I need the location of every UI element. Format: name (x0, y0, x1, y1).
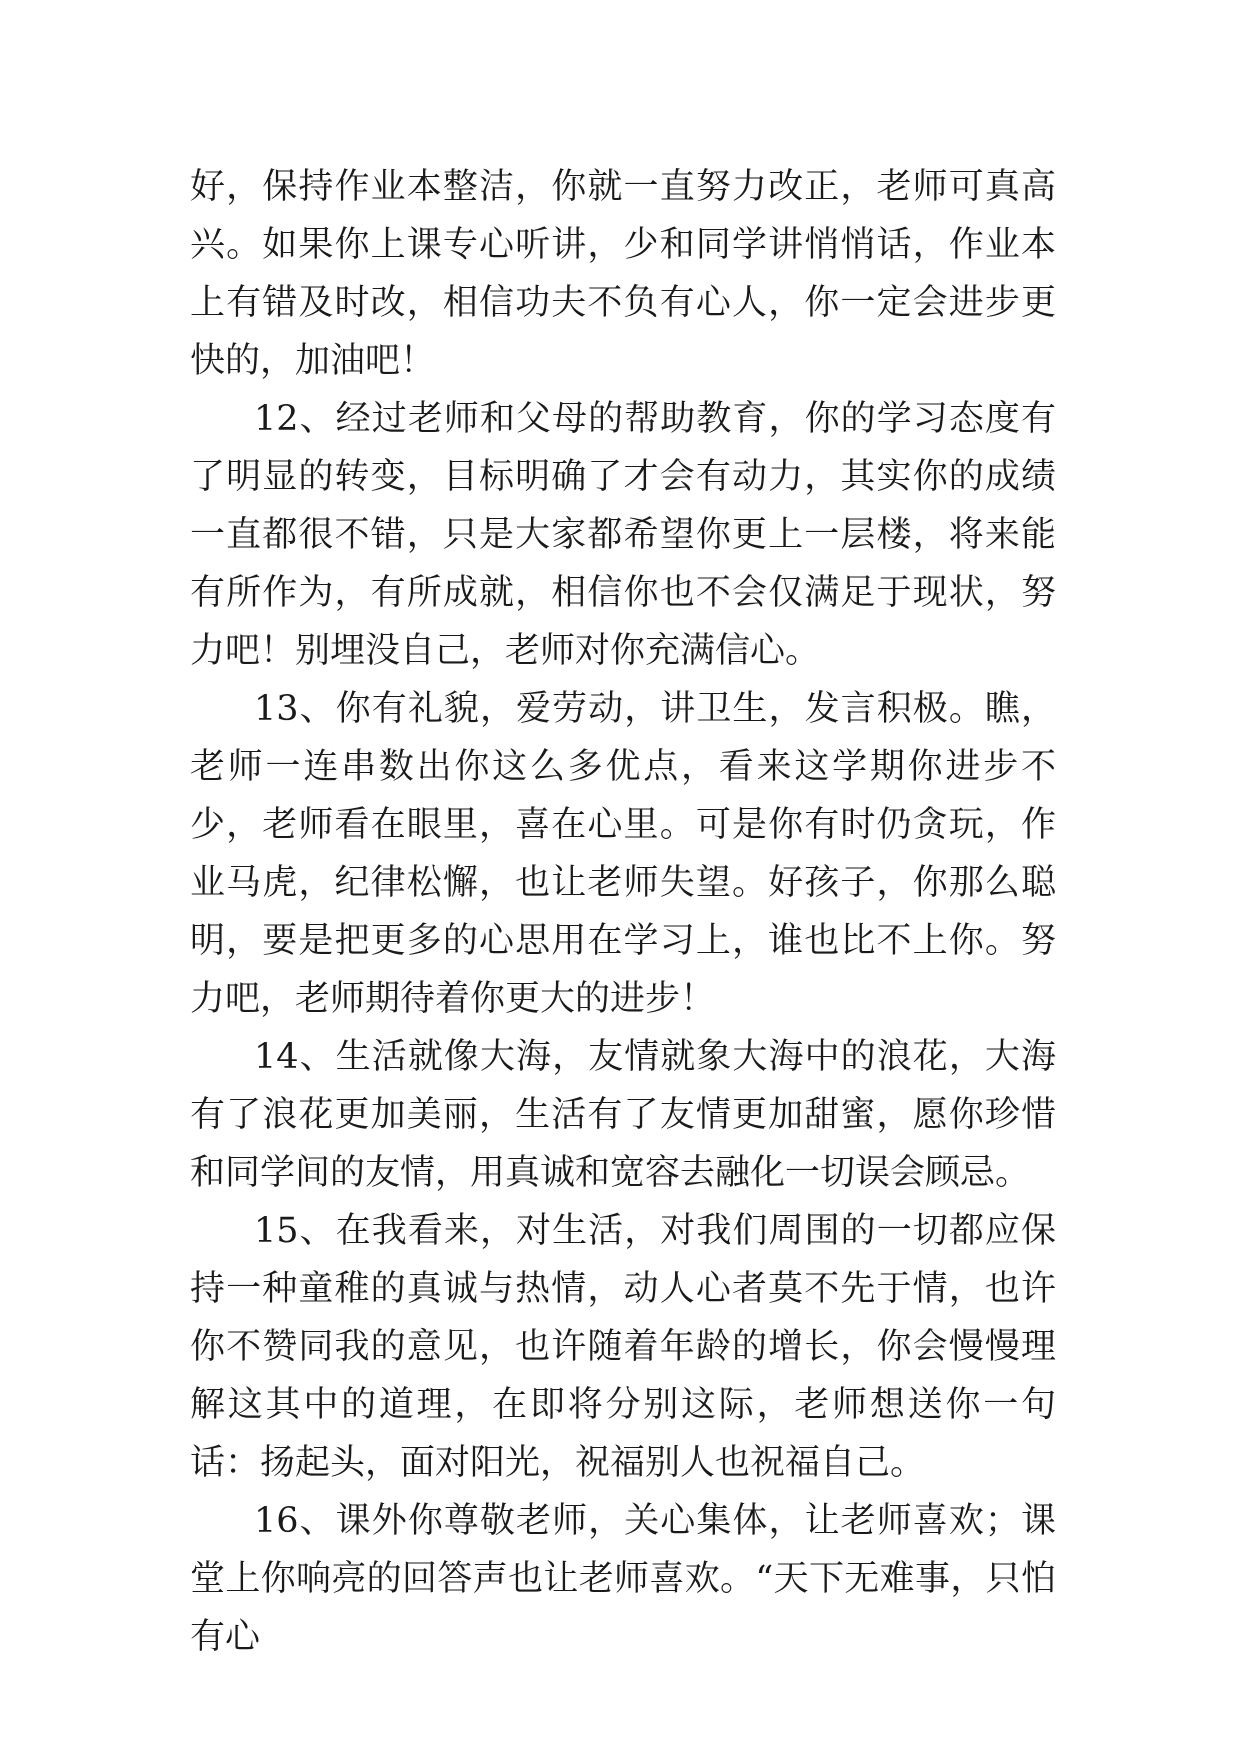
paragraph-12: 12、经过老师和父母的帮助教育，你的学习态度有了明显的转变，目标明确了才会有动力，其实你的成绩一直都很不错，只是大家都希望你更上一层楼，将来能有所作为，有所成就，相信你也不会仅满足于现状，努力吧！别埋没自己，老师对你充满信心。 (190, 399, 1056, 671)
paragraph-14: 14、生活就像大海，友情就象大海中的浪花，大海有了浪花更加美丽，生活有了友情更加甜蜜，愿你珍惜和同学间的友情，用真诚和宽容去融化一切误会顾忌。 (190, 1037, 1056, 1193)
paragraph-11-continued: 好，保持作业本整洁，你就一直努力改正，老师可真高兴。如果你上课专心听讲，少和同学讲悄悄话，作业本上有错及时改，相信功夫不负有心人，你一定会进步更快的，加油吧！ (190, 167, 1056, 381)
document-body (190, 158, 1056, 1666)
paragraph-16: 16、课外你尊敬老师，关心集体，让老师喜欢；课堂上你响亮的回答声也让老师喜欢。“天下无难事，只怕有心 (190, 1501, 1056, 1657)
paragraph-15: 15、在我看来，对生活，对我们周围的一切都应保持一种童稚的真诚与热情，动人心者莫不先于情，也许你不赞同我的意见，也许随着年龄的增长，你会慢慢理解这其中的道理，在即将分别这际，老师想送你一句话：扬起头，面对阳光，祝福别人也祝福自己。 (190, 1211, 1056, 1483)
paragraph-13: 13、你有礼貌，爱劳动，讲卫生，发言积极。瞧，老师一连串数出你这么多优点，看来这学期你进步不少，老师看在眼里，喜在心里。可是你有时仍贪玩，作业马虎，纪律松懈，也让老师失望。好孩子，你那么聪明，要是把更多的心思用在学习上，谁也比不上你。努力吧，老师期待着你更大的进步！ (190, 689, 1056, 1019)
